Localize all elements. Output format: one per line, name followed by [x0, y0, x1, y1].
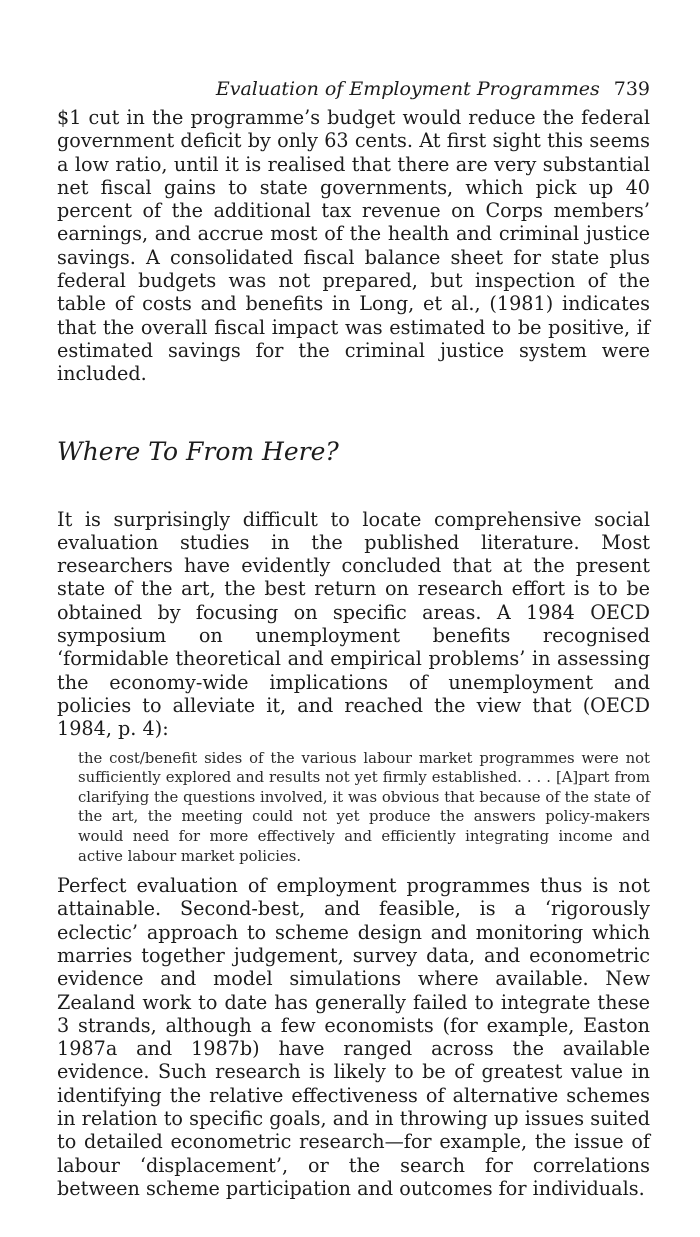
book-page [57, 76, 650, 1200]
block-quote-oecd: the cost/benefit sides of the various labour market programmes were not sufficiently explored and results not yet firmly established. . . . [A]part from clarifying the questions involved, it was obvious that because of the state of the art, the meeting could not yet produce the answers policy-makers would need for more effectively and efficiently integrating income and active labour market policies. [78, 749, 650, 865]
running-title: Evaluation of Employment Programmes [215, 78, 600, 100]
section-heading: Where To From Here? [57, 436, 339, 466]
page-number: 739 [613, 78, 650, 100]
running-header [57, 76, 650, 102]
paragraph-evaluation-studies: It is surprisingly difficult to locate comprehensive social evaluation studies in the published literature. Most researchers have evidently concluded that at the present state of the art, the best return on research effort is to be obtained by focusing on specific areas. A 1984 OECD symposium on unemployment benefits recognised ‘formidable theoretical and empirical problems’ in assessing the economy-wide implications of unemployment and policies to alleviate it, and reached the view that (OECD 1984, p. 4): [57, 507, 650, 741]
paragraph-fiscal-impact: $1 cut in the programme’s budget would reduce the federal government deficit by only 63 cents. At first sight this seems a low ratio, until it is realised that there are very substantial net fiscal gains to state governments, which pick up 40 percent of the additional tax revenue on Corps members’ earnings, and accrue most of the health and criminal justice savings. A consolidated fiscal balance sheet for state plus federal budgets was not prepared, but inspection of the table of costs and benefits in Long, et al., (1981) indicates that the overall fiscal impact was estimated to be positive, if estimated savings for the criminal justice system were included. [57, 106, 650, 386]
paragraph-perfect-evaluation: Perfect evaluation of employment programmes thus is not attainable. Second-best, and feasible, is a ‘rigorously eclectic’ approach to scheme design and monitoring which marries together judgement, survey data, and econometric evidence and model simulations where available. New Zealand work to date has generally failed to integrate these 3 strands, although a few economists (for example, Easton 1987a and 1987b) have ranged across the available evidence. Such research is likely to be of greatest value in identifying the relative effectiveness of alternative schemes in relation to specific goals, and in throwing up issues suited to detailed econometric research—for example, the issue of labour ‘displacement’, or the search for correlations between scheme participation and outcomes for individuals. [57, 874, 650, 1200]
